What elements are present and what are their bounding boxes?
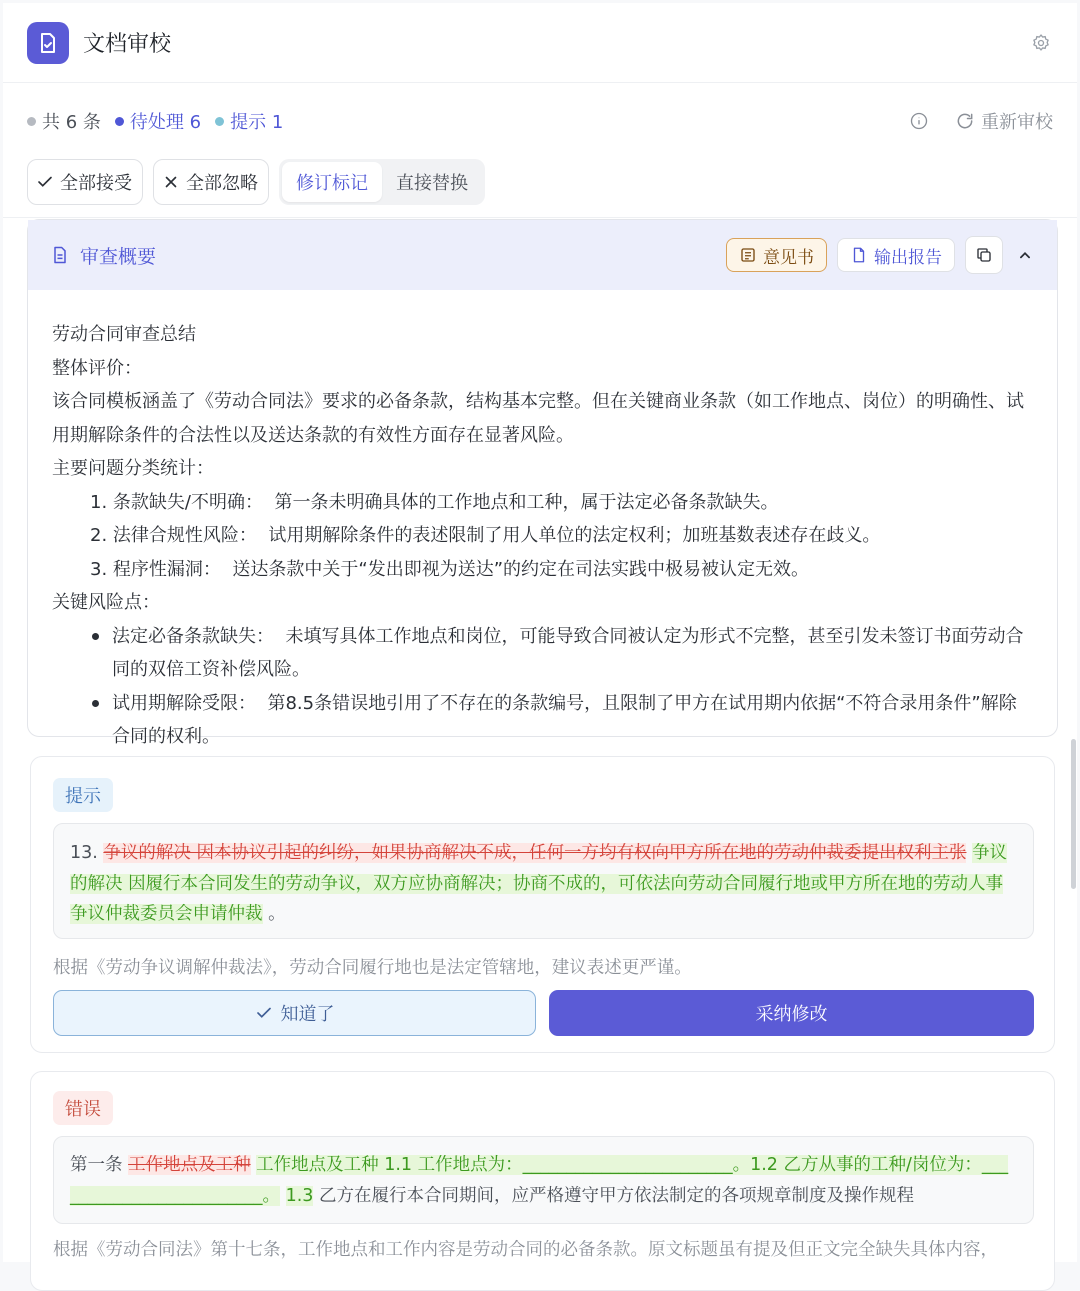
export-report-label: 输出报告 — [874, 247, 942, 268]
summary-heading: 劳动合同审查总结 — [52, 324, 196, 345]
blue-dot-icon — [115, 117, 124, 126]
risk-name: 试用期解除受限： — [112, 692, 256, 714]
list-item-number: 1. — [90, 491, 108, 513]
adopt-change-button[interactable]: 采纳修改 — [549, 990, 1034, 1036]
deleted-text: 争议的解决 因本协议引起的纠纷，如果协商解决不成，任何一方均有权向甲方所在地的劳动仲裁委提出权利主张 — [103, 843, 967, 863]
accept-all-label: 全部接受 — [60, 173, 132, 194]
review-panel — [3, 3, 1077, 1262]
summary-title-label: 审查概要 — [80, 245, 157, 268]
copy-button[interactable] — [965, 236, 1003, 274]
clause-prefix: 第一条 — [70, 1155, 123, 1175]
list-item — [90, 486, 1033, 520]
accept-all-button[interactable] — [27, 159, 143, 205]
acknowledge-label: 知道了 — [280, 1004, 335, 1025]
check-icon — [255, 1004, 273, 1022]
check-icon — [36, 173, 54, 191]
clause-number: 1.3 — [285, 1185, 314, 1206]
tab-direct-replace[interactable]: 直接替换 — [396, 173, 468, 194]
refresh-icon — [955, 111, 975, 131]
inserted-text: ______________________。 — [70, 1185, 280, 1206]
issue-card-hint — [30, 756, 1055, 1053]
overall-label: 整体评价： — [52, 357, 142, 379]
list-item-number: 3. — [90, 558, 108, 580]
copy-icon — [975, 246, 993, 264]
list-item-text: 第一条未明确具体的工作地点和工种，属于法定必备条款缺失。 — [274, 491, 779, 513]
list-item-name: 法律合规性风险： — [112, 525, 257, 546]
recheck-label: 重新审校 — [981, 112, 1053, 133]
opinion-letter-button[interactable] — [726, 238, 827, 272]
overall-text: 该合同模板涵盖了《劳动合同法》要求的必备条款，结构基本完整。但在关键商业条款（如工作地点、岗位）的明确性、试用期解除条件的合法性以及送达条款的有效性方面存在显著风险。 — [52, 391, 1024, 446]
pending-filter[interactable] — [115, 108, 201, 134]
tail-text: 。 — [268, 904, 286, 924]
teal-dot-icon — [215, 117, 224, 126]
list-item — [90, 519, 1033, 553]
scrollbar[interactable] — [1071, 739, 1076, 889]
summary-body — [28, 290, 1057, 747]
total-count-label: 共 6 条 — [42, 112, 101, 133]
list-item-name: 条款缺失/不明确： — [112, 491, 263, 513]
summary-card — [27, 219, 1058, 747]
opinion-letter-label: 意见书 — [763, 247, 814, 268]
settings-gear-icon[interactable] — [1029, 31, 1053, 55]
summary-header — [28, 220, 1057, 290]
risk-text: 未填写具体工作地点和岗位，可能导致合同被认定为形式不完整，甚至引发未签订书面劳动合同的双倍工资补偿风险。 — [112, 625, 1024, 680]
header — [3, 3, 1077, 83]
hint-count-label: 提示 1 — [230, 112, 284, 133]
recheck-button[interactable] — [955, 108, 1053, 134]
stats-label: 主要问题分类统计： — [52, 458, 214, 479]
acknowledge-button[interactable] — [53, 990, 536, 1036]
risk-name: 法定必备条款缺失： — [112, 625, 274, 647]
file-icon — [850, 246, 868, 264]
list-item-text: 试用期解除条件的表述限制了用人单位的法定权利；加班基数表述存在歧义。 — [268, 525, 881, 546]
list-item-text: 送达条款中关于“发出即视为送达”的约定在司法实践中极易被认定无效。 — [232, 558, 810, 580]
diff-box — [53, 823, 1034, 939]
list-item — [90, 553, 1033, 587]
risk-label: 关键风险点： — [52, 592, 160, 613]
divider — [3, 217, 1077, 218]
ignore-all-label: 全部忽略 — [186, 173, 258, 194]
clause-number: 13. — [70, 843, 98, 863]
gray-dot-icon — [27, 117, 36, 126]
list-item — [92, 687, 1033, 754]
list-item-name: 程序性漏洞： — [112, 558, 221, 580]
issue-type-badge: 错误 — [53, 1091, 113, 1125]
export-report-button[interactable] — [837, 238, 955, 272]
app-title: 文档审校 — [83, 32, 172, 57]
inserted-text: 争议的解决 因履行本合同发生的劳动争议，双方应协商解决；协商不成的，可依法向劳动合同履行地或甲方所在地的劳动人事争议仲裁委员会申请仲裁 — [70, 843, 1008, 924]
issue-note: 根据《劳动合同法》第十七条，工作地点和工作内容是劳动合同的必备条款。原文标题虽有提及但正文完全缺失具体内容， — [53, 1240, 998, 1260]
summary-title — [50, 242, 156, 269]
info-icon[interactable] — [907, 109, 931, 133]
list-item — [92, 620, 1033, 687]
chevron-up-icon[interactable] — [1015, 245, 1035, 265]
risk-list — [52, 620, 1033, 754]
risk-text: 第8.5条错误地引用了不存在的条款编号，且限制了甲方在试用期内依据“不符合录用条件”解除合同的权利。 — [112, 692, 1017, 747]
tail-text: 乙方在履行本合同期间，应严格遵守甲方依法制定的各项规章制度及操作规程 — [319, 1185, 914, 1206]
diff-box — [53, 1136, 1034, 1224]
toolbar — [3, 157, 1077, 207]
close-icon — [162, 173, 180, 191]
tab-track-changes[interactable]: 修订标记 — [282, 162, 382, 202]
status-row — [3, 83, 1077, 159]
issue-type-badge: 提示 — [53, 778, 113, 812]
total-count — [27, 108, 101, 134]
document-icon — [50, 245, 70, 265]
list-item-number: 2. — [90, 525, 108, 546]
mode-segmented-control — [279, 159, 485, 205]
list-document-icon — [739, 246, 757, 264]
pending-count-label: 待处理 6 — [129, 112, 202, 133]
stats-list — [52, 486, 1033, 587]
ignore-all-button[interactable] — [153, 159, 269, 205]
issue-card-error — [30, 1071, 1055, 1291]
deleted-text: 工作地点及工种 — [128, 1155, 251, 1175]
inserted-text: 工作地点及工种 1.1 工作地点为：________________________。1.2 乙方从事的工种/岗位为：___ — [256, 1155, 1009, 1175]
issue-note: 根据《劳动争议调解仲裁法》，劳动合同履行地也是法定管辖地，建议表述更严谨。 — [53, 958, 692, 978]
document-check-icon — [27, 22, 69, 64]
hint-filter[interactable] — [215, 108, 283, 134]
